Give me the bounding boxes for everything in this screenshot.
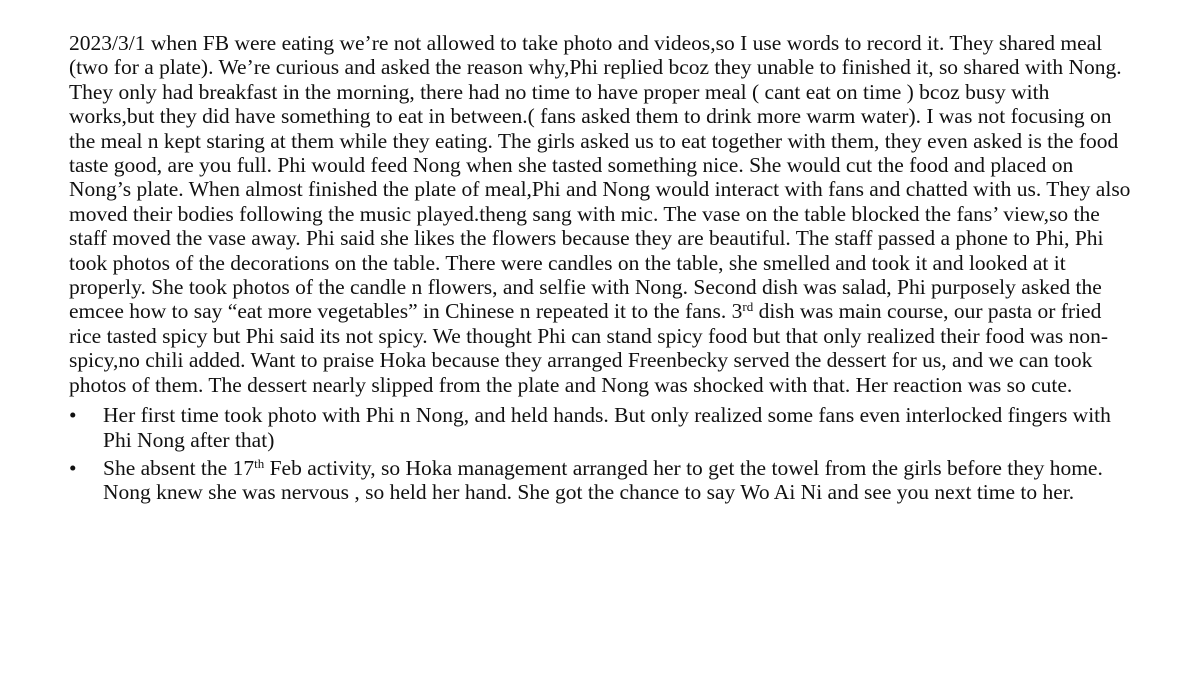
list-item [69, 456, 1131, 505]
bullet-list [69, 403, 1131, 505]
bullet-text-before: Her first time took photo with Phi n Nong, and held hands. But only realized some fans even interlocked fingers with Phi Nong after that) [103, 403, 1111, 452]
bullet-text [103, 456, 1103, 504]
ordinal-suffix-th: th [254, 455, 265, 471]
bullet-text-after: Feb activity, so Hoka management arranged her to get the towel from the girls before they home. Nong knew she was nervous , so held her hand. She got the chance to say Wo Ai Ni and see you next time to her. [103, 455, 1103, 505]
bullet-marker: • [69, 455, 77, 480]
bullet-text-before: She absent the 17 [103, 455, 255, 480]
document-body [69, 31, 1131, 509]
ordinal-suffix-rd: rd [742, 299, 754, 315]
paragraph-text-part-1: 2023/3/1 when FB were eating we’re not allowed to take photo and videos,so I use words to record it. They shared meal (two for a plate). We’re curious and asked the reason why,Phi replied bcoz they unable to finished it, so shared with Nong. They only had breakfast in the morning, there had no time to have proper meal ( cant eat on time ) bcoz busy with works,but they did have something to eat in between.( fans asked them to drink more warm water). I was not focusing on the meal n kept staring at them while they eating. The girls asked us to eat together with them, they even asked is the food taste good, are you full. Phi would feed Nong when she tasted something nice. She would cut the food and placed on Nong’s plate. When almost finished the plate of meal,Phi and Nong would interact with fans and chatted with us. They also moved their bodies following the music played.theng sang with mic. The vase on the table blocked the fans’ view,so the staff moved the vase away. Phi said she likes the flowers because they are beautiful. The staff passed a phone to Phi, Phi took photos of the decorations on the table. There were candles on the table, she smelled and took it and looked at it properly. She took photos of the candle n flowers, and selfie with Nong. Second dish was salad, Phi purposely asked the emcee how to say “eat more vegetables” in Chinese n repeated it to the fans. 3 [69, 31, 1131, 324]
paragraph-text-part-2: dish was main course, our pasta or fried rice tasted spicy but Phi said its not spicy. We thought Phi can stand spicy food but that only realized their food was non-spicy,no chili added. Want to praise Hoka because they arranged Freenbecky served the dessert for us, and we can took photos of them. The dessert nearly slipped from the plate and Nong was shocked with that. Her reaction was so cute. [69, 299, 1109, 397]
bullet-marker: • [69, 403, 77, 428]
main-paragraph [69, 31, 1131, 397]
bullet-text [103, 403, 1111, 451]
list-item [69, 403, 1131, 452]
